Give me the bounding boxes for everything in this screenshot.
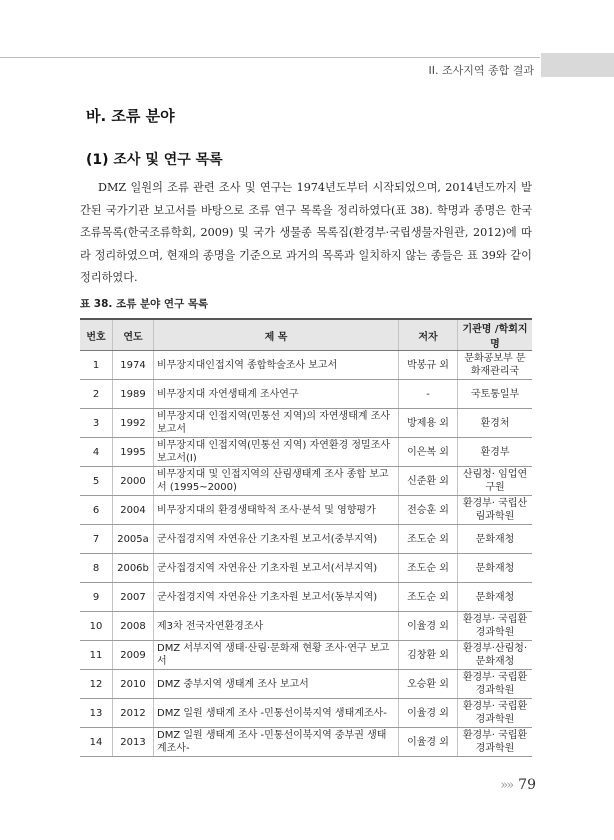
cell-year: 2013 — [113, 728, 154, 757]
cell-no: 12 — [80, 670, 113, 699]
table-row — [80, 641, 532, 670]
cell-year: 1992 — [113, 409, 154, 438]
cell-org: 문화재청 — [458, 554, 533, 583]
cell-org: 문화공보부 문화재관리국 — [458, 351, 533, 380]
cell-no: 11 — [80, 641, 113, 670]
cell-year: 2007 — [113, 583, 154, 612]
cell-org: 문화재청 — [458, 525, 533, 554]
cell-author: 전승훈 외 — [399, 496, 458, 525]
cell-org: 환경처 — [458, 409, 533, 438]
cell-title: 비무장지대 자연생태계 조사연구 — [154, 380, 399, 409]
cell-org: 문화재청 — [458, 583, 533, 612]
table-row — [80, 612, 532, 641]
cell-title: 군사접경지역 자연유산 기초자원 보고서(동부지역) — [154, 583, 399, 612]
cell-year: 2009 — [113, 641, 154, 670]
paragraph-text: DMZ 일원의 조류 관련 조사 및 연구는 1974년도부터 시작되었으며, 2014년도까지 발간된 국가기관 보고서를 바탕으로 조류 연구 목록을 정리하였다(표 38). 학명과 종명은 한국조류목록(한국조류학회, 2009) 및 국가 생물종 목록집(환경부·국립생물자원관, 2012)에 따라 정리하였으며, 현재의 종명을 기준으로 과거의 목록과 일치하지 않는 종들은 표 39와 같이 정리하였다. — [80, 181, 532, 285]
cell-no: 10 — [80, 612, 113, 641]
cell-no: 6 — [80, 496, 113, 525]
cell-org: 환경부· 국립산림과학원 — [458, 496, 533, 525]
table-row — [80, 728, 532, 757]
cell-org: 국토통일부 — [458, 380, 533, 409]
cell-no: 13 — [80, 699, 113, 728]
cell-author: 이율경 외 — [399, 728, 458, 757]
cell-year: 2006b — [113, 554, 154, 583]
chevron-right-icon: »» — [500, 778, 513, 793]
cell-org: 환경부· 국립환경과학원 — [458, 728, 533, 757]
table-row — [80, 496, 532, 525]
cell-no: 1 — [80, 351, 113, 380]
table-caption: 표 38. 조류 분야 연구 목록 — [80, 298, 209, 310]
cell-author: 박봉규 외 — [399, 351, 458, 380]
table-row — [80, 409, 532, 438]
chapter-header: II. 조사지역 종합 결과 — [428, 64, 534, 77]
cell-year: 2005a — [113, 525, 154, 554]
table-row — [80, 467, 532, 496]
table-row — [80, 351, 532, 380]
cell-author: 신준환 외 — [399, 467, 458, 496]
cell-year: 2012 — [113, 699, 154, 728]
cell-title: DMZ 일원 생태계 조사 -민통선이북지역 중부권 생태계조사- — [154, 728, 399, 757]
cell-no: 4 — [80, 438, 113, 467]
cell-author: - — [399, 380, 458, 409]
header-author: 저자 — [399, 319, 458, 351]
cell-author: 방제용 외 — [399, 409, 458, 438]
cell-year: 2000 — [113, 467, 154, 496]
cell-title: 군사접경지역 자연유산 기초자원 보고서(중부지역) — [154, 525, 399, 554]
table-row — [80, 554, 532, 583]
header-tab — [541, 53, 614, 77]
cell-org: 환경부· 국립환경과학원 — [458, 670, 533, 699]
table-row — [80, 583, 532, 612]
research-list-table — [80, 318, 532, 757]
page-footer — [500, 777, 536, 793]
header-rule — [0, 57, 540, 58]
header-org: 기관명 /학회지명 — [458, 319, 533, 351]
body-paragraph — [80, 177, 532, 290]
section-title: 바. 조류 분야 — [86, 107, 175, 125]
table-row — [80, 699, 532, 728]
header-title: 제 목 — [154, 319, 399, 351]
cell-year: 1995 — [113, 438, 154, 467]
table-row — [80, 380, 532, 409]
cell-title: 군사접경지역 자연유산 기초자원 보고서(서부지역) — [154, 554, 399, 583]
cell-title: 제3차 전국자연환경조사 — [154, 612, 399, 641]
cell-title: DMZ 중부지역 생태계 조사 보고서 — [154, 670, 399, 699]
table-header-row — [80, 319, 532, 351]
subsection-title: (1) 조사 및 연구 목록 — [86, 152, 223, 168]
cell-title: 비무장지대인접지역 종합학술조사 보고서 — [154, 351, 399, 380]
cell-no: 3 — [80, 409, 113, 438]
page-number: 79 — [518, 777, 536, 793]
table-row — [80, 438, 532, 467]
cell-title: DMZ 일원 생태계 조사 -민통선이북지역 생태계조사- — [154, 699, 399, 728]
table-row — [80, 525, 532, 554]
cell-org: 산림청· 임업연구원 — [458, 467, 533, 496]
cell-no: 8 — [80, 554, 113, 583]
table-body — [80, 351, 532, 757]
cell-year: 2010 — [113, 670, 154, 699]
cell-no: 5 — [80, 467, 113, 496]
cell-year: 1989 — [113, 380, 154, 409]
cell-org: 환경부·산림청· 문화재청 — [458, 641, 533, 670]
cell-title: 비무장지대 및 인접지역의 산림생태계 조사 종합 보고서 (1995~2000) — [154, 467, 399, 496]
cell-author: 이은복 외 — [399, 438, 458, 467]
cell-title: 비무장지대 인접지역(민통선 지역) 자연환경 정밀조사 보고서(Ⅰ) — [154, 438, 399, 467]
cell-year: 2008 — [113, 612, 154, 641]
cell-no: 7 — [80, 525, 113, 554]
cell-org: 환경부· 국립환경과학원 — [458, 612, 533, 641]
cell-title: 비무장지대 인접지역(민통선 지역)의 자연생태계 조사 보고서 — [154, 409, 399, 438]
cell-year: 1974 — [113, 351, 154, 380]
header-year: 연도 — [113, 319, 154, 351]
cell-author: 조도순 외 — [399, 525, 458, 554]
cell-org: 환경부· 국립환경과학원 — [458, 699, 533, 728]
header-no: 번호 — [80, 319, 113, 351]
cell-author: 이율경 외 — [399, 612, 458, 641]
cell-no: 14 — [80, 728, 113, 757]
cell-author: 이율경 외 — [399, 699, 458, 728]
cell-no: 2 — [80, 380, 113, 409]
cell-author: 오승환 외 — [399, 670, 458, 699]
cell-author: 조도순 외 — [399, 554, 458, 583]
table-row — [80, 670, 532, 699]
cell-author: 조도순 외 — [399, 583, 458, 612]
cell-org: 환경부 — [458, 438, 533, 467]
cell-author: 김창환 외 — [399, 641, 458, 670]
cell-year: 2004 — [113, 496, 154, 525]
cell-title: 비무장지대의 환경생태학적 조사·분석 및 영향평가 — [154, 496, 399, 525]
cell-title: DMZ 서부지역 생태·산림·문화재 현황 조사·연구 보고서 — [154, 641, 399, 670]
cell-no: 9 — [80, 583, 113, 612]
